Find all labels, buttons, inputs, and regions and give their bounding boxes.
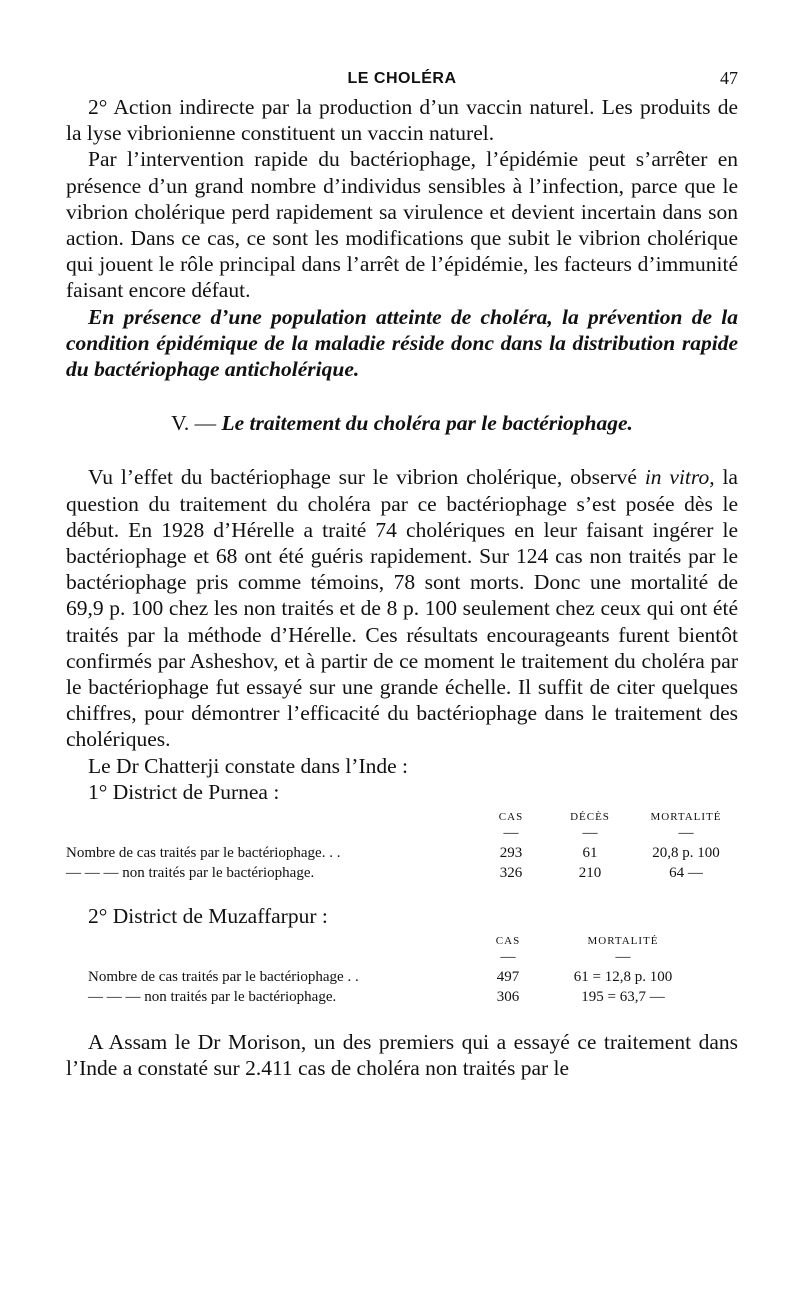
in-vitro-text: in vitro, [644,465,715,490]
running-head [66,66,738,94]
table-muzaffarpur [88,935,708,1007]
table-row [66,843,738,863]
book-page [66,66,738,1082]
cell-mortalite: 61 = 12,8 p. 100 [573,969,673,986]
paragraph-traitement-rest: la question du traitement du choléra par ce bactériophage s’est posée dès le début. En 1928 d’Hérelle a traité 74 cholériques en leur faisant ingérer le bactériophage et 68 ont été guéris rapidement. Sur 124 cas non traités par le bactériophage pris comme témoins, 78 sont morts. Donc une mortalité de 69,9 p. 100 chez les non traités et de 8 p. 100 seulement chez ceux qui ont été traités par la méthode d’Hérelle. Ces résultats encourageants furent bientôt confirmés par Asheshov, et à partir de ce moment le traitement du choléra par le bactériophage fut essayé sur une grande échelle. Il suffit de citer quelques chiffres, pour démontrer l’efficacité du bactériophage dans le traitement des cholériques. [66,465,738,752]
dash: — [503,825,519,842]
paragraph-vaccin-naturel: 2° Action indirecte par la production d’un vaccin naturel. Les produits de la lyse vibrionienne constituent un vaccin naturel. [66,95,738,146]
page-number: 47 [720,68,738,88]
section-number: V. — [171,411,222,436]
paragraph-traitement [66,464,738,752]
table-row [88,987,708,1007]
header-cas: CAS [498,811,524,824]
paragraph-intervention: Par l’intervention rapide du bactériophage, l’épidémie peut s’arrêter en présence d’un grand nombre d’individus sensibles à l’infection, parce que le vibrion cholérique perd rapidement sa virulence et devient incertain dans son action. Dans ce cas, ce sont les modifications que subit le vibrion cholérique qui jouent le rôle principal dans l’arrêt de l’épidémie, les facteurs d’immunité faisant encore défaut. [66,147,738,303]
district-purnea-title: 1° District de Purnea : [88,779,280,804]
row-label: Nombre de cas traités par le bactériophage . . [88,969,359,986]
paragraph-traitement-start: Vu l’effet du bactériophage sur le vibrion cholérique, observé [88,465,645,490]
dash: — [500,949,516,966]
table-header-row [88,935,708,947]
row-label: — — — non traités par le bactériophage. [66,865,315,882]
header-deces: DÉCÈS [570,811,610,824]
section-heading [66,410,738,436]
running-title: LE CHOLÉRA [347,70,457,87]
row-label: — — — non traités par le bactériophage. [88,989,337,1006]
table-dash-row [88,947,708,967]
dash: — [678,825,694,842]
table-row [88,967,708,987]
cell-mortalite: 195 = 63,7 — [581,989,665,1006]
table-dash-row [66,823,738,843]
header-mortalite: MORTALITÉ [650,811,722,824]
table-purnea [66,811,738,883]
cell-deces: 61 [582,845,598,862]
cell-deces: 210 [578,865,602,882]
paragraph-assam: A Assam le Dr Morison, un des premiers qui a essayé ce traitement dans l’Inde a constaté sur 2.411 cas de choléra non traités par le [66,1030,738,1081]
dash: — [615,949,631,966]
row-label: Nombre de cas traités par le bactériophage. . . [66,845,341,862]
table-row [66,863,738,883]
header-cas: CAS [495,935,521,948]
header-mortalite: MORTALITÉ [587,935,659,948]
paragraph-chatterji: Le Dr Chatterji constate dans l’Inde : [88,753,409,778]
dash: — [582,825,598,842]
cell-cas: 326 [499,865,523,882]
section-title: Le traitement du choléra par le bactériophage. [221,411,633,436]
district-muzaffarpur-title: 2° District de Muzaffarpur : [88,904,328,929]
cell-cas: 306 [496,989,520,1006]
cell-cas: 293 [499,845,523,862]
cell-mortalite: 64 — [669,865,703,882]
table-header-row [66,811,738,823]
cell-cas: 497 [496,969,520,986]
paragraph-conclusion: En présence d’une population atteinte de choléra, la prévention de la condition épidémique de la maladie réside donc dans la distribution rapide du bactériophage anticholérique. [66,304,738,382]
cell-mortalite: 20,8 p. 100 [652,845,720,862]
